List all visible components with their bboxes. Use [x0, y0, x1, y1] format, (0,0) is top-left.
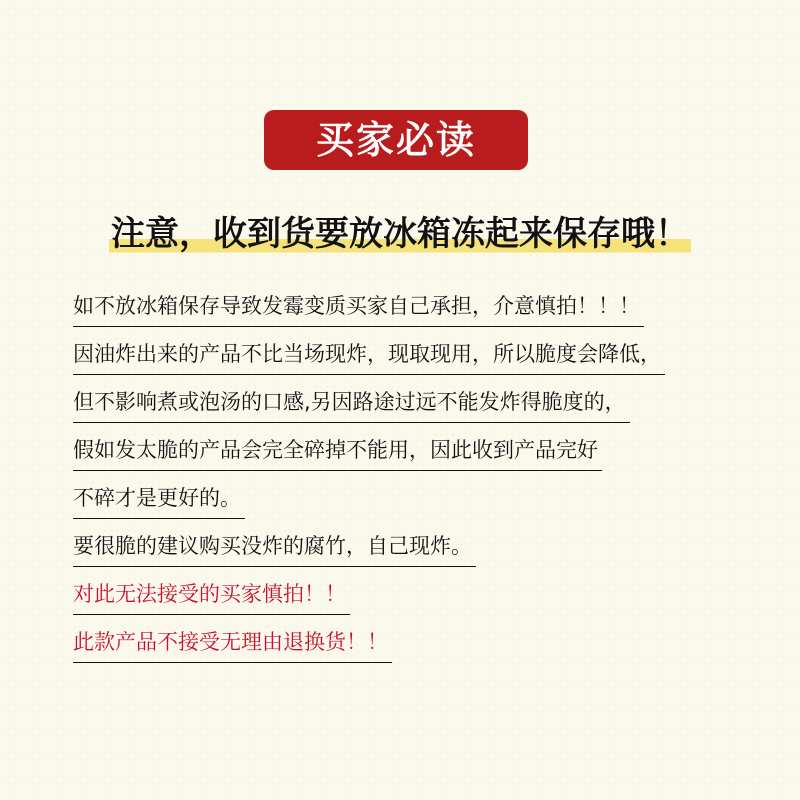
notice-line — [73, 286, 665, 334]
notice-line-text: 如不放冰箱保存导致发霉变质买家自己承担，介意慎拍！！！ — [73, 286, 644, 327]
notice-line-text: 要很脆的建议购买没炸的腐竹，自己现炸。 — [73, 526, 476, 567]
notice-line — [73, 334, 665, 382]
notice-line-warning — [73, 574, 665, 622]
notice-line-text: 因油炸出来的产品不比当场现炸，现取现用，所以脆度会降低， — [73, 334, 665, 375]
warning-line-text: 对此无法接受的买家慎拍！！ — [73, 574, 350, 615]
storage-headline-text: 注意，收到货要放冰箱冻起来保存哦！ — [111, 214, 689, 254]
notice-line-text: 假如发太脆的产品会完全碎掉不能用，因此收到产品完好 — [73, 430, 602, 471]
notice-line-text: 不碎才是更好的。 — [73, 478, 245, 519]
warning-line-text: 此款产品不接受无理由退换货！！ — [73, 622, 392, 663]
notice-line-text: 但不影响煮或泡汤的口感,另因路途过远不能发炸得脆度的， — [73, 382, 630, 423]
storage-headline — [0, 206, 800, 262]
buyer-notice-banner: 买家必读 — [264, 110, 528, 170]
notice-line-warning — [73, 622, 665, 670]
notice-line — [73, 382, 665, 430]
notice-line — [73, 526, 665, 574]
notice-list — [73, 286, 665, 670]
notice-line — [73, 478, 665, 526]
notice-line — [73, 430, 665, 478]
